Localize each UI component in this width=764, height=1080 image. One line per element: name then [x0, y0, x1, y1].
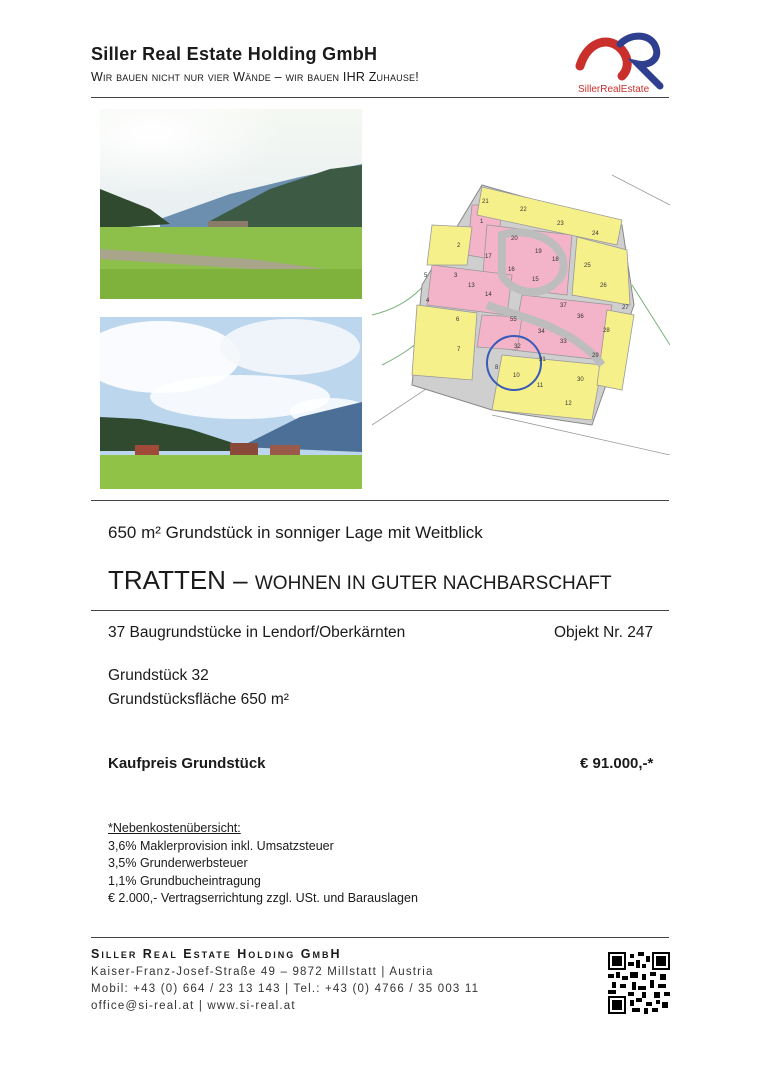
plot-number: 8 [495, 365, 499, 371]
plot-number: 55 [510, 317, 517, 323]
additional-costs [108, 820, 418, 908]
plot-number: 20 [511, 236, 518, 242]
cost-item: 1,1% Grundbucheintragung [108, 873, 261, 888]
plot-number: 21 [482, 199, 489, 205]
plot-number: 28 [603, 328, 610, 334]
footer-company: Siller Real Estate Holding GmbH [91, 947, 342, 961]
price-label: Kaufpreis Grundstück [108, 755, 266, 772]
header-divider [91, 97, 669, 98]
plot-number: 25 [584, 263, 591, 269]
plot-number: 10 [513, 373, 520, 379]
plot-number: 16 [508, 267, 515, 273]
listing-headline [108, 565, 612, 596]
plot-number: 3 [454, 273, 458, 279]
plot-number: 36 [577, 314, 584, 320]
plot-number: 2 [457, 243, 461, 249]
object-number: Objekt Nr. 247 [554, 624, 654, 641]
plot-number: 26 [600, 283, 607, 289]
plot-number: 15 [532, 277, 539, 283]
cost-item: 3,6% Maklerprovision inkl. Umsatzsteuer [108, 838, 334, 853]
headline-rest: WOHNEN IN GUTER NACHBARSCHAFT [254, 573, 612, 594]
plot-number: 14 [485, 292, 492, 298]
plot-number: 34 [538, 329, 545, 335]
footer-address: Kaiser-Franz-Josef-Straße 49 – 9872 Millstatt | Austria [91, 966, 434, 978]
photos-divider [91, 500, 669, 501]
price-value: € 91.000,-* [580, 755, 654, 772]
plot-number: 6 [456, 317, 460, 323]
plot-number: 29 [592, 353, 599, 359]
plot-number: 18 [552, 257, 559, 263]
plot-number: 4 [426, 298, 430, 304]
company-logo [570, 30, 680, 96]
plot-area: Grundstücksfläche 650 m² [108, 691, 289, 708]
plot-number: 23 [557, 221, 564, 227]
footer-phone: Mobil: +43 (0) 664 / 23 13 143 | Tel.: +43 (0) 4766 / 35 003 11 [91, 983, 480, 995]
qr-code [608, 952, 670, 1014]
cost-item: € 2.000,- Vertragserrichtung zzgl. USt. und Barauslagen [108, 891, 418, 905]
logo-text: SillerRealEstate [578, 84, 650, 95]
headline-main: TRATTEN – [108, 565, 255, 595]
cost-item: 3,5% Grunderwerbsteuer [108, 856, 248, 870]
plot-count: 37 Baugrundstücke in Lendorf/Oberkärnten [108, 624, 406, 641]
company-tagline: Wir bauen nicht nur vier Wände – wir bauen IHR Zuhause! [91, 70, 419, 84]
plot-number: 19 [535, 249, 542, 255]
plot-number: 7 [457, 347, 461, 353]
plot-number: 37 [560, 303, 567, 309]
company-title: Siller Real Estate Holding GmbH [91, 44, 378, 64]
costs-heading: *Nebenkostenübersicht: [108, 821, 241, 835]
plot-number: 22 [520, 207, 527, 213]
plot-number: 24 [592, 231, 599, 237]
plot-number: 27 [622, 305, 629, 311]
plot-number: 30 [577, 377, 584, 383]
plot-number: 13 [468, 283, 475, 289]
footer-web[interactable]: office@si-real.at | www.si-real.at [91, 1000, 296, 1012]
plot-number: 33 [560, 339, 567, 345]
plot-number: 12 [565, 401, 572, 407]
plot-number: 17 [485, 254, 492, 260]
headline-divider [91, 610, 669, 611]
plot-number: 5 [424, 273, 428, 279]
plot-number: 32 [514, 344, 521, 350]
plot-number-label: Grundstück 32 [108, 667, 209, 684]
footer-divider [91, 937, 669, 938]
plot-number: 11 [537, 383, 544, 389]
landscape-photo-1 [100, 109, 362, 299]
listing-subtitle: 650 m² Grundstück in sonniger Lage mit Weitblick [108, 523, 483, 542]
landscape-photo-2 [100, 317, 362, 489]
plot-number: 31 [539, 357, 546, 363]
plot-number: 1 [480, 219, 484, 225]
site-plan-map [372, 165, 670, 455]
